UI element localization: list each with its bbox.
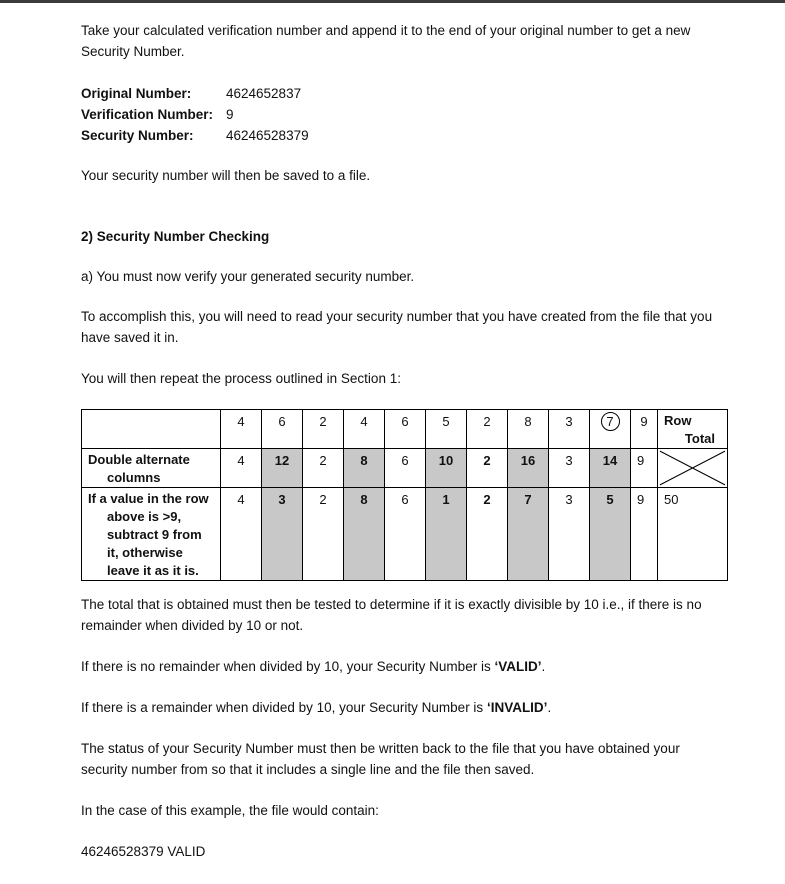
status-paragraph: The status of your Security Number must then be written back to the file that you have obtained your security number from so that it includes a single line and the file then saved. (81, 741, 680, 777)
section-heading: 2) Security Number Checking (81, 229, 270, 244)
digit-cell: 4 (344, 410, 385, 449)
digit-cell: 6 (385, 410, 426, 449)
security-check-table (81, 409, 728, 581)
reduced-cell: 1 (426, 488, 467, 581)
digit-cell: 2 (467, 410, 508, 449)
value-cell: 3 (549, 449, 590, 488)
reduced-cell: 3 (262, 488, 303, 581)
doubled-cell: 10 (426, 449, 467, 488)
accomplish-paragraph: To accomplish this, you will need to read your security number that you have created from the file that you have saved it in. (81, 309, 713, 345)
valid-keyword: ‘VALID’ (494, 659, 542, 674)
doubled-cell: 14 (590, 449, 631, 488)
total-paragraph: The total that is obtained must then be tested to determine if it is exactly divisible by 10 i.e., if there is no remainder when divided by 10 or not. (81, 597, 702, 633)
check-digit-cell: 9 (631, 410, 658, 449)
original-number-value: 4624652837 (226, 86, 302, 101)
security-number-label: Security Number: (81, 128, 194, 143)
crossed-out-cell (658, 449, 728, 488)
step-a-text: a) You must now verify your generated security number. (81, 269, 415, 284)
reduced-cell: 7 (508, 488, 549, 581)
value-cell: 2 (467, 449, 508, 488)
circled-digit-cell (590, 410, 631, 449)
double-row (82, 449, 728, 488)
example-text: In the case of this example, the file would contain: (81, 803, 379, 818)
digit-cell: 5 (426, 410, 467, 449)
doubled-cell: 16 (508, 449, 549, 488)
cross-mark-icon (658, 449, 727, 487)
value-cell: 4 (221, 488, 262, 581)
value-cell: 6 (385, 488, 426, 581)
subtract-row (82, 488, 728, 581)
invalid-keyword: ‘INVALID’ (486, 700, 548, 715)
verification-number-label: Verification Number: (81, 107, 214, 122)
value-cell: 9 (631, 449, 658, 488)
number-summary (81, 83, 309, 146)
value-cell: 2 (303, 488, 344, 581)
digits-row (82, 410, 728, 449)
digit-cell: 6 (262, 410, 303, 449)
security-number-value: 46246528379 (226, 128, 309, 143)
valid-rule: If there is no remainder when divided by 10, your Security Number is ‘VALID’. (81, 659, 546, 674)
row-total-value: 50 (658, 488, 728, 581)
value-cell: 6 (385, 449, 426, 488)
original-number-label: Original Number: (81, 86, 192, 101)
row-total-header: Row Total (658, 410, 728, 449)
empty-header-cell (82, 410, 221, 449)
digit-cell: 3 (549, 410, 590, 449)
value-cell: 2 (467, 488, 508, 581)
saved-text: Your security number will then be saved to a file. (81, 168, 371, 183)
file-content-example: 46246528379 VALID (81, 844, 206, 859)
intro-paragraph: Take your calculated verification number and append it to the end of your original number to get a new Security Number. (81, 23, 691, 59)
repeat-text: You will then repeat the process outlined in Section 1: (81, 371, 401, 386)
value-cell: 3 (549, 488, 590, 581)
doubled-cell: 12 (262, 449, 303, 488)
value-cell: 9 (631, 488, 658, 581)
digit-cell: 2 (303, 410, 344, 449)
doubled-cell: 8 (344, 449, 385, 488)
value-cell: 2 (303, 449, 344, 488)
top-border (0, 0, 785, 3)
subtract-row-label: If a value in the row above is >9, subtract 9 from it, otherwise leave it as it is. (82, 488, 221, 581)
reduced-cell: 8 (344, 488, 385, 581)
digit-cell: 8 (508, 410, 549, 449)
value-cell: 4 (221, 449, 262, 488)
verification-number-value: 9 (226, 107, 234, 122)
double-row-label: Double alternate columns (82, 449, 221, 488)
circled-digit: 7 (601, 412, 620, 431)
invalid-rule: If there is a remainder when divided by 10, your Security Number is ‘INVALID’. (81, 700, 552, 715)
digit-cell: 4 (221, 410, 262, 449)
reduced-cell: 5 (590, 488, 631, 581)
